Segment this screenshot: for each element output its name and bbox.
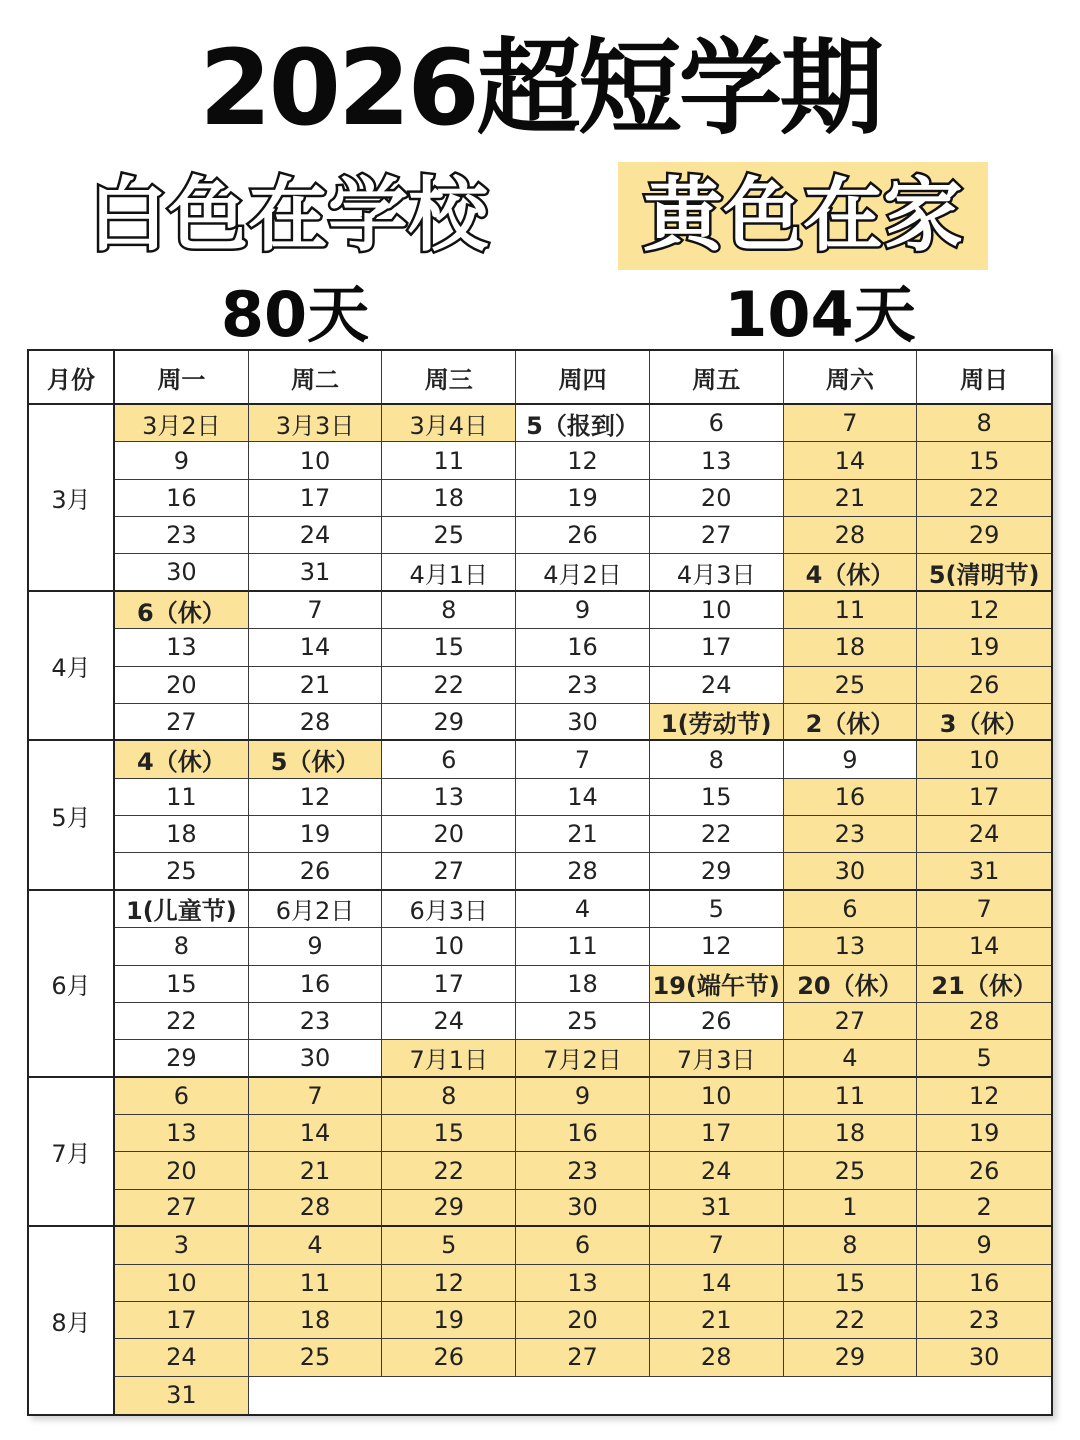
day-cell-school: 11 [516, 928, 650, 965]
day-cell-home: 1(劳动节) [650, 704, 784, 741]
day-cell-home: 7月1日 [382, 1040, 516, 1077]
day-cell-home: 7 [784, 405, 918, 442]
day-cell-home: 5 [917, 1040, 1051, 1077]
day-cell-home: 14 [917, 928, 1051, 965]
day-cell-home: 15 [784, 1265, 918, 1302]
day-cell-school: 26 [249, 853, 383, 890]
day-cell-home: 6 [516, 1227, 650, 1264]
month-label: 4月 [29, 592, 115, 741]
header-weekday: 周三 [382, 351, 516, 405]
day-cell-home: 6（休） [115, 592, 249, 629]
day-cell-school: 4月1日 [382, 554, 516, 591]
day-cell-school: 5（报到） [516, 405, 650, 442]
day-cell-home: 29 [382, 1190, 516, 1227]
day-cell-home: 12 [382, 1265, 516, 1302]
day-cell-school: 23 [249, 1003, 383, 1040]
calendar-grid [29, 351, 1051, 1414]
day-cell-home: 24 [115, 1339, 249, 1376]
day-cell-school: 6月3日 [382, 891, 516, 928]
day-cell-school: 6 [650, 405, 784, 442]
day-cell-home: 5 [382, 1227, 516, 1264]
day-cell-home: 22 [784, 1302, 918, 1339]
day-cell-school: 21 [249, 667, 383, 704]
day-cell-school: 6 [382, 741, 516, 778]
day-cell-school: 12 [650, 928, 784, 965]
day-cell-home: 22 [917, 480, 1051, 517]
day-cell-home: 21 [784, 480, 918, 517]
day-cell-school: 9 [784, 741, 918, 778]
day-cell-home: 4（休） [115, 741, 249, 778]
day-cell-school: 19 [516, 480, 650, 517]
day-cell-school: 20 [115, 667, 249, 704]
day-cell-home: 21（休） [917, 966, 1051, 1003]
day-cell-school: 21 [516, 816, 650, 853]
day-cell-school: 22 [382, 667, 516, 704]
day-cell-school: 18 [516, 966, 650, 1003]
day-cell-school: 13 [115, 629, 249, 666]
day-cell-home: 10 [115, 1265, 249, 1302]
day-cell-school: 16 [249, 966, 383, 1003]
day-cell-school: 30 [516, 704, 650, 741]
day-cell-school: 17 [650, 629, 784, 666]
day-cell-home: 8 [784, 1227, 918, 1264]
day-cell-home: 16 [516, 1115, 650, 1152]
day-cell-school: 29 [115, 1040, 249, 1077]
day-cell-school: 9 [249, 928, 383, 965]
day-cell-school: 8 [650, 741, 784, 778]
day-cell-school: 25 [115, 853, 249, 890]
day-cell-home: 18 [784, 629, 918, 666]
day-cell-home: 15 [917, 442, 1051, 479]
day-cell-school: 14 [516, 779, 650, 816]
day-cell-school: 26 [650, 1003, 784, 1040]
day-cell-home: 7 [650, 1227, 784, 1264]
day-cell-home: 28 [650, 1339, 784, 1376]
day-cell-home: 20 [115, 1152, 249, 1189]
day-cell-home: 25 [784, 667, 918, 704]
day-cell-school: 28 [516, 853, 650, 890]
day-cell-school: 29 [382, 704, 516, 741]
day-cell-home: 30 [516, 1190, 650, 1227]
day-cell-home: 19 [917, 629, 1051, 666]
header-weekday: 周六 [784, 351, 918, 405]
day-cell-school: 19 [249, 816, 383, 853]
day-cell-home: 19 [917, 1115, 1051, 1152]
day-cell-school: 24 [249, 517, 383, 554]
day-cell-school: 16 [115, 480, 249, 517]
day-cell-school: 6月2日 [249, 891, 383, 928]
school-days-count: 80天 [220, 278, 370, 351]
day-cell-school: 24 [382, 1003, 516, 1040]
month-label: 3月 [29, 405, 115, 592]
day-cell-home: 12 [917, 1078, 1051, 1115]
day-cell-school: 27 [382, 853, 516, 890]
day-cell-home: 10 [917, 741, 1051, 778]
day-cell-home: 3月3日 [249, 405, 383, 442]
day-cell-home: 13 [115, 1115, 249, 1152]
day-cell-home: 28 [917, 1003, 1051, 1040]
day-cell-home: 7 [249, 1078, 383, 1115]
day-cell-home: 3（休） [917, 704, 1051, 741]
day-cell-school: 18 [382, 480, 516, 517]
day-cell-home: 19 [382, 1302, 516, 1339]
day-cell-school: 23 [115, 517, 249, 554]
calendar-table [27, 349, 1053, 1416]
day-cell-home: 4 [249, 1227, 383, 1264]
day-cell-home: 19(端午节) [650, 966, 784, 1003]
day-cell-home: 28 [784, 517, 918, 554]
day-cell-home: 17 [115, 1302, 249, 1339]
day-cell-school: 26 [516, 517, 650, 554]
day-cell-home: 24 [650, 1152, 784, 1189]
day-cell-school: 12 [516, 442, 650, 479]
day-cell-home: 23 [917, 1302, 1051, 1339]
day-cell-school: 25 [516, 1003, 650, 1040]
day-cell-home: 27 [115, 1190, 249, 1227]
day-cell-home: 2（休） [784, 704, 918, 741]
day-cell-school: 22 [115, 1003, 249, 1040]
day-cell-home: 31 [650, 1190, 784, 1227]
month-label: 7月 [29, 1078, 115, 1227]
day-cell-home: 10 [650, 1078, 784, 1115]
day-cell-home: 3月4日 [382, 405, 516, 442]
day-cell-school: 8 [382, 592, 516, 629]
day-cell-school: 9 [516, 592, 650, 629]
day-cell-home: 11 [249, 1265, 383, 1302]
day-cell-home: 3月2日 [115, 405, 249, 442]
day-cell-school: 28 [249, 704, 383, 741]
day-cell-home: 9 [516, 1078, 650, 1115]
day-cell-home: 12 [917, 592, 1051, 629]
day-cell-home: 17 [650, 1115, 784, 1152]
day-cell-school: 27 [115, 704, 249, 741]
day-cell-home: 26 [917, 667, 1051, 704]
day-cell-home: 22 [382, 1152, 516, 1189]
day-cell-home: 1 [784, 1190, 918, 1227]
day-cell-school: 4月2日 [516, 554, 650, 591]
day-cell-school: 13 [650, 442, 784, 479]
day-cell-home: 8 [382, 1078, 516, 1115]
day-cell-school: 23 [516, 667, 650, 704]
header-weekday: 周四 [516, 351, 650, 405]
day-cell-home: 7月3日 [650, 1040, 784, 1077]
day-cell-home: 23 [784, 816, 918, 853]
day-cell-home: 20（休） [784, 966, 918, 1003]
day-cell-home: 13 [784, 928, 918, 965]
day-cell-school: 15 [115, 966, 249, 1003]
day-cell-school: 20 [382, 816, 516, 853]
day-cell-home: 16 [917, 1265, 1051, 1302]
day-cell-home: 5（休） [249, 741, 383, 778]
day-cell-home: 3 [115, 1227, 249, 1264]
day-cell-school: 20 [650, 480, 784, 517]
month-label: 8月 [29, 1227, 115, 1414]
day-cell-school: 30 [115, 554, 249, 591]
day-cell-home: 5(清明节) [917, 554, 1051, 591]
day-cell-home: 7 [917, 891, 1051, 928]
day-cell-school: 15 [650, 779, 784, 816]
header-weekday: 周日 [917, 351, 1051, 405]
day-cell-home: 27 [516, 1339, 650, 1376]
day-cell-school: 14 [249, 629, 383, 666]
day-cell-school: 30 [249, 1040, 383, 1077]
day-cell-school: 29 [650, 853, 784, 890]
day-cell-school: 13 [382, 779, 516, 816]
day-cell-school: 11 [115, 779, 249, 816]
day-cell-school: 4月3日 [650, 554, 784, 591]
day-cell-home: 14 [650, 1265, 784, 1302]
home-days-count: 104天 [724, 278, 916, 351]
day-cell-school: 24 [650, 667, 784, 704]
day-cell-home: 31 [917, 853, 1051, 890]
day-cell-school: 4 [516, 891, 650, 928]
day-cell-home: 28 [249, 1190, 383, 1227]
day-cell-school: 7 [249, 592, 383, 629]
day-cell-home: 18 [249, 1302, 383, 1339]
day-cell-home: 23 [516, 1152, 650, 1189]
legend-school-label: 白色在学校 [88, 169, 488, 262]
page-title: 2026超短学期 [199, 27, 881, 149]
day-cell-home: 14 [784, 442, 918, 479]
day-cell-school: 12 [249, 779, 383, 816]
day-cell-home: 18 [784, 1115, 918, 1152]
day-cell-home: 21 [650, 1302, 784, 1339]
day-cell-school: 10 [249, 442, 383, 479]
day-cell-home: 6 [784, 891, 918, 928]
day-cell-school: 22 [650, 816, 784, 853]
day-cell-home: 30 [917, 1339, 1051, 1376]
day-cell-home: 11 [784, 1078, 918, 1115]
day-cell-home: 2 [917, 1190, 1051, 1227]
day-cell-home: 14 [249, 1115, 383, 1152]
day-cell-school: 10 [650, 592, 784, 629]
day-cell-school: 10 [382, 928, 516, 965]
day-cell-home: 4（休） [784, 554, 918, 591]
day-cell-home: 26 [382, 1339, 516, 1376]
month-label: 5月 [29, 741, 115, 890]
legend-home-label: 黄色在家 [618, 162, 988, 270]
day-cell-school: 17 [249, 480, 383, 517]
day-cell-school: 15 [382, 629, 516, 666]
day-cell-home: 20 [516, 1302, 650, 1339]
day-cell-school: 18 [115, 816, 249, 853]
day-cell-home: 4 [784, 1040, 918, 1077]
day-cell-home: 17 [917, 779, 1051, 816]
day-cell-home: 7月2日 [516, 1040, 650, 1077]
day-cell-home: 21 [249, 1152, 383, 1189]
day-cell-home: 29 [917, 517, 1051, 554]
day-cell-home: 25 [784, 1152, 918, 1189]
day-cell-home: 13 [516, 1265, 650, 1302]
header-month: 月份 [29, 351, 115, 405]
day-cell-home: 25 [249, 1339, 383, 1376]
day-cell-home: 8 [917, 405, 1051, 442]
day-cell-home: 15 [382, 1115, 516, 1152]
day-cell-school: 25 [382, 517, 516, 554]
day-cell-school: 9 [115, 442, 249, 479]
day-cell-school: 5 [650, 891, 784, 928]
day-cell-home: 16 [784, 779, 918, 816]
day-cell-home: 6 [115, 1078, 249, 1115]
day-cell-home: 9 [917, 1227, 1051, 1264]
day-cell-home: 24 [917, 816, 1051, 853]
header-weekday: 周二 [249, 351, 383, 405]
day-cell-school: 31 [249, 554, 383, 591]
day-cell-school: 11 [382, 442, 516, 479]
day-cell-school: 16 [516, 629, 650, 666]
day-cell-home: 11 [784, 592, 918, 629]
day-cell-home: 29 [784, 1339, 918, 1376]
day-cell-school: 17 [382, 966, 516, 1003]
header-weekday: 周五 [650, 351, 784, 405]
month-label: 6月 [29, 891, 115, 1078]
day-cell-school: 1(儿童节) [115, 891, 249, 928]
day-cell-school: 8 [115, 928, 249, 965]
day-cell-home: 30 [784, 853, 918, 890]
day-cell-home: 27 [784, 1003, 918, 1040]
header-weekday: 周一 [115, 351, 249, 405]
empty-cell [249, 1377, 1051, 1414]
day-cell-school: 27 [650, 517, 784, 554]
day-cell-home: 26 [917, 1152, 1051, 1189]
day-cell-school: 7 [516, 741, 650, 778]
day-cell-home: 31 [115, 1377, 249, 1414]
